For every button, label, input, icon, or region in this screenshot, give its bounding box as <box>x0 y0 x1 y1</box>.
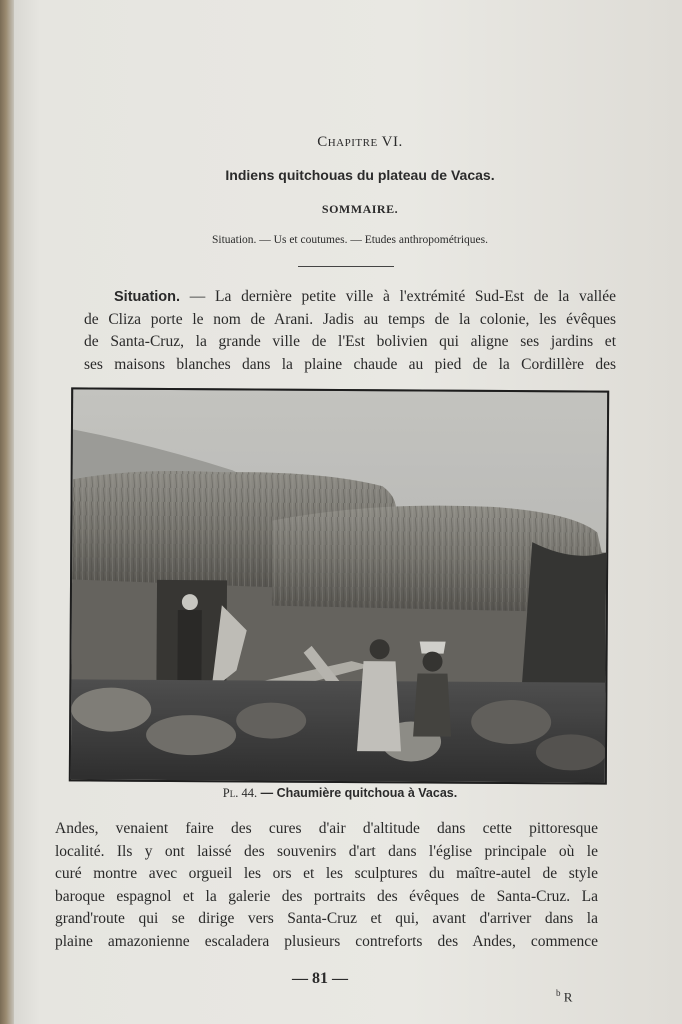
text-line <box>84 286 616 309</box>
figure-caption <box>150 786 530 801</box>
text-line: baroque espagnol et la galerie des portraits des évêques de Santa-Cruz. La <box>55 887 598 905</box>
book-spine <box>0 0 14 1024</box>
caption-text: — Chaumière quitchoua à Vacas. <box>257 786 458 800</box>
chapter-subtitle: Indiens quitchouas du plateau de Vacas. <box>225 167 495 183</box>
paragraph-situation <box>84 286 616 376</box>
text-line: de Cliza porte le nom de Arani. Jadis au temps de la colonie, les évêques <box>84 310 616 328</box>
text-line: Andes, venaient faire des cures d'air d'altitude dans cette pittoresque <box>55 820 598 837</box>
text-line: plaine amazonienne escaladera plusieurs contreforts des Andes, commence <box>55 932 598 950</box>
paragraph-continued <box>55 818 598 953</box>
signature-mark <box>556 988 572 1005</box>
paragraph-lead: Situation. <box>114 289 181 305</box>
sommaire-label: SOMMAIRE. <box>321 202 399 216</box>
section-rule <box>298 266 394 267</box>
thatched-hut-photo <box>71 389 607 782</box>
sommaire-items: Situation. — Us et coutumes. — Etudes anthropométriques. <box>212 234 488 246</box>
signature-sup: b <box>556 988 561 998</box>
photograph-plate <box>69 387 609 784</box>
page-number: — 81 — <box>292 970 348 987</box>
text-line: grand'route qui se dirige vers Santa-Cruz et qui, avant d'arriver dans la <box>55 910 598 927</box>
text-line: localité. Ils y ont laissé des souvenirs d'art dans l'église principale où le <box>55 842 598 860</box>
text-line-rest: — La dernière petite ville à l'extrémité Sud-Est de la vallée <box>180 288 616 305</box>
chapter-title: Chapitre VI. <box>317 134 403 150</box>
text-line: curé montre avec orgueil les ors et les sculptures du maître-autel de style <box>55 865 598 882</box>
plate-label: Pl. 44. <box>222 786 258 800</box>
signature-letter: R <box>563 989 573 1005</box>
text-line: de Santa-Cruz, la grande ville de l'Est bolivien qui aligne ses jardins et <box>84 333 616 350</box>
text-line: ses maisons blanches dans la plaine chaude au pied de la Cordillère des <box>84 355 616 373</box>
